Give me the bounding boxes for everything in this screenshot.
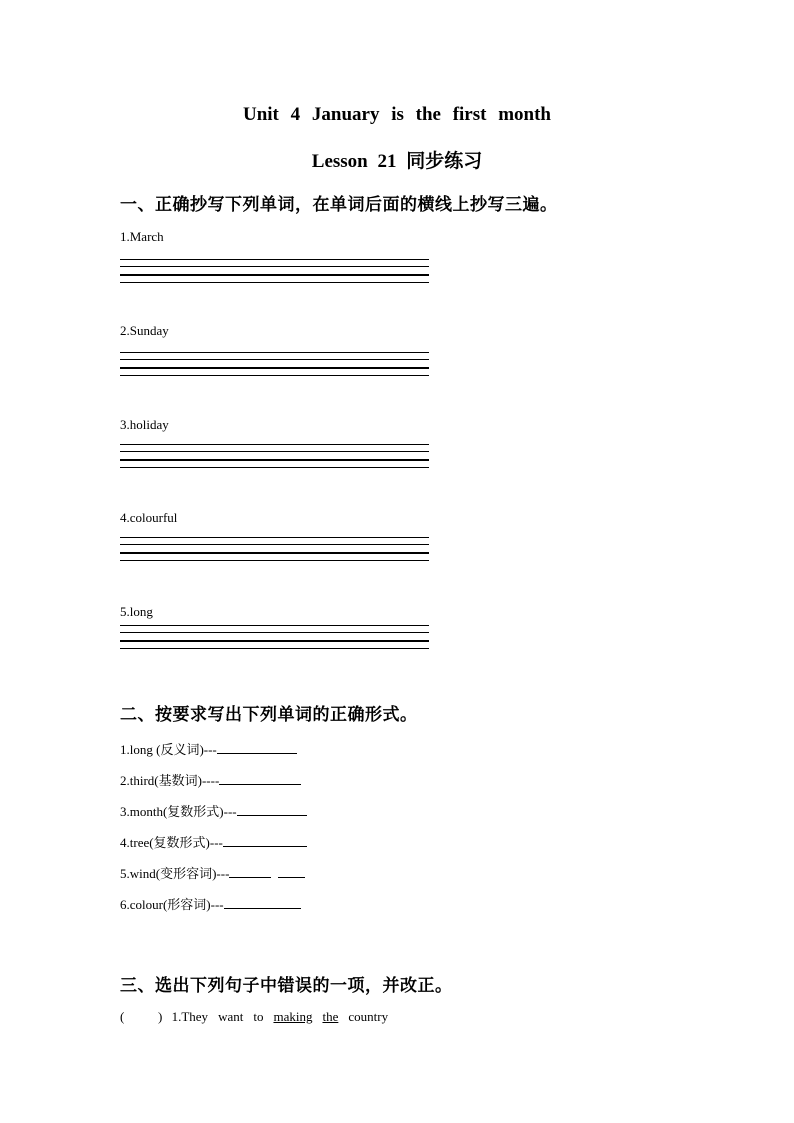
- sentence-word: want: [218, 1009, 244, 1024]
- word-label-5: 5.long: [120, 604, 153, 619]
- writing-baseline: [120, 274, 429, 276]
- word-label-1: 1.March: [120, 229, 164, 244]
- answer-blank[interactable]: [278, 865, 305, 878]
- writing-line: [120, 352, 429, 353]
- error-sentence-1: [120, 1009, 398, 1025]
- writing-line: [120, 560, 429, 561]
- writing-lines-5[interactable]: [120, 625, 429, 651]
- sentence-word: They: [181, 1009, 209, 1024]
- form-item-label: 4.tree(复数形式)---: [120, 835, 223, 850]
- writing-line: [120, 544, 429, 545]
- writing-line: [120, 444, 429, 445]
- underlined-word[interactable]: the: [322, 1009, 339, 1024]
- form-item-label: 6.colour(形容词)---: [120, 897, 224, 912]
- writing-baseline: [120, 640, 429, 642]
- answer-blank[interactable]: [219, 772, 301, 785]
- writing-line: [120, 451, 429, 452]
- form-item-1: [120, 739, 297, 758]
- writing-line: [120, 359, 429, 360]
- answer-blank[interactable]: [223, 834, 307, 847]
- word-label-4: 4.colourful: [120, 510, 178, 525]
- form-item-4: [120, 832, 307, 851]
- form-item-3: [120, 801, 307, 820]
- form-item-label: 3.month(复数形式)---: [120, 804, 237, 819]
- section1-heading: 一、正确抄写下列单词，在单词后面的横线上抄写三遍。: [120, 195, 558, 215]
- writing-lines-2[interactable]: [120, 352, 429, 378]
- writing-baseline: [120, 367, 429, 369]
- writing-line: [120, 537, 429, 538]
- page-title: Unit 4 January is the first month: [242, 104, 551, 125]
- form-item-label: 5.wind(变形容词)---: [120, 866, 230, 881]
- writing-line: [120, 632, 429, 633]
- section3-heading: 三、选出下列句子中错误的一项，并改正。: [120, 976, 453, 996]
- writing-lines-1[interactable]: [120, 259, 429, 285]
- writing-baseline: [120, 552, 429, 554]
- writing-line: [120, 266, 429, 267]
- answer-paren-open[interactable]: (: [120, 1009, 125, 1024]
- writing-line: [120, 625, 429, 626]
- writing-line: [120, 259, 429, 260]
- underlined-word[interactable]: making: [273, 1009, 313, 1024]
- sentence-word: country: [348, 1009, 389, 1024]
- writing-line: [120, 467, 429, 468]
- writing-line: [120, 375, 429, 376]
- form-item-2: [120, 770, 301, 789]
- writing-baseline: [120, 459, 429, 461]
- question-number: 1.: [171, 1009, 182, 1024]
- answer-blank[interactable]: [229, 865, 271, 878]
- word-label-3: 3.holiday: [120, 417, 169, 432]
- answer-blank[interactable]: [237, 803, 307, 816]
- form-item-label: 2.third(基数词)----: [120, 773, 220, 788]
- section2-heading: 二、按要求写出下列单词的正确形式。: [120, 705, 418, 725]
- answer-blank[interactable]: [224, 896, 301, 909]
- sentence-word: to: [253, 1009, 264, 1024]
- word-label-2: 2.Sunday: [120, 323, 169, 338]
- form-item-6: [120, 894, 301, 913]
- answer-paren-close: ): [158, 1009, 163, 1024]
- writing-lines-3[interactable]: [120, 444, 429, 470]
- answer-blank[interactable]: [217, 741, 297, 754]
- writing-line: [120, 648, 429, 649]
- page-subtitle: Lesson 21 同步练习: [311, 151, 483, 172]
- writing-lines-4[interactable]: [120, 537, 429, 563]
- form-item-5: [120, 863, 305, 882]
- writing-line: [120, 282, 429, 283]
- form-item-label: 1.long (反义词)---: [120, 742, 217, 757]
